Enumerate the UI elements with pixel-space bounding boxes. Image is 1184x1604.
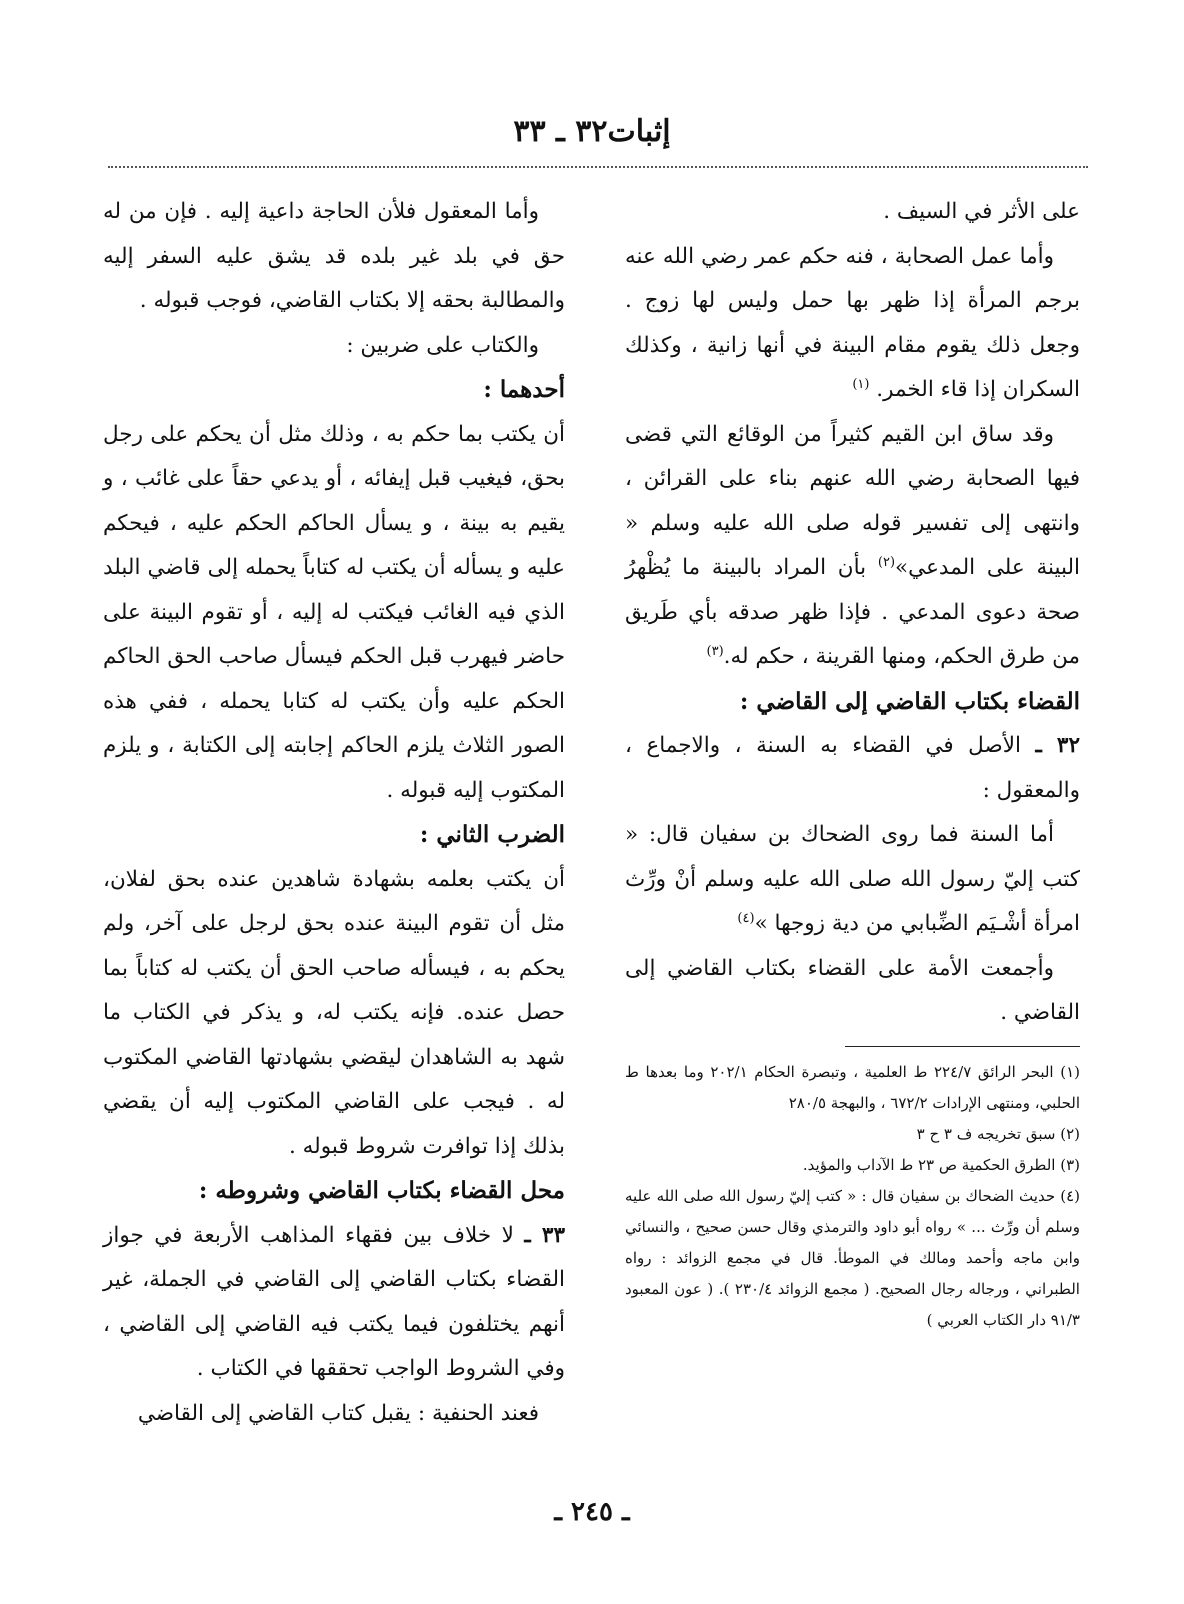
paragraph: [625, 724, 1080, 813]
paragraph: وأجمعت الأمة على القضاء بكتاب القاضي إلى القاضي .: [625, 955, 1080, 1025]
paragraph-text: لا خلاف بين فقهاء المذاهب الأربعة في جواز القضاء بكتاب القاضي إلى القاضي في الجملة، غير أنهم يختلفون فيما يكتب فيه القاضي إلى القاضي ، وفي الشروط الواجب تحققها في الكتاب .: [103, 1222, 565, 1381]
left-column: [103, 190, 565, 1436]
paragraph-text: أما السنة فما روى الضحاك بن سفيان قال: « كتب إليّ رسول الله صلى الله عليه وسلم أنْ ورِّث امرأة أشْـيَم الضِّبابي من دية زوجها »: [625, 822, 1080, 936]
page-number: ـ ٢٤٥ ـ: [554, 1497, 630, 1527]
paragraph: وأما المعقول فلأن الحاجة داعية إليه . فإن من له حق في بلد غير بلده قد يشق عليه السفر إليه والمطالبة بحقه إلا بكتاب القاضي، فوجب قبوله .: [103, 199, 565, 313]
paragraph: [103, 1214, 565, 1392]
paragraph: أن يكتب بعلمه بشهادة شاهدين عنده بحق لفلان، مثل أن تقوم البينة عنده بحق لرجل على آخر، ولم يحكم به ، فيسأله صاحب الحق أن يكتب له كتاباً بما حصل عنده. فإنه يكتب له، و يذكر في الكتاب ما شهد به الشاهدان ليقضي بشهادتها القاضي المكتوب له . فيجب على القاضي المكتوب إليه أن يقضي بذلك إذا توافرت شروط قبوله .: [103, 866, 565, 1159]
paragraph: فعند الحنفية : يقبل كتاب القاضي إلى القاضي: [137, 1400, 539, 1426]
footnote: (٤) حديث الضحاك بن سفيان قال : « كتب إليّ رسول الله صلى الله عليه وسلم أن ورِّث ... » رواه أبو داود والترمذي وقال حسن صحيح ، والنسائي وابن ماجه وأحمد ومالك في الموطأ. قال في مجمع الزوائد : رواه الطبراني ، ورجاله رجال الصحيح. ( مجمع الزوائد ٢٣٠/٤ ). ( عون المعبود ٩١/٣ دار الكتاب العربي ): [625, 1186, 1080, 1329]
paragraph: على الأثر في السيف .: [883, 199, 1080, 224]
section-number: ٣٢ ـ: [1035, 733, 1080, 758]
section-number: ٣٣ ـ: [524, 1222, 565, 1248]
paragraph: [625, 413, 1080, 680]
subheading: الضرب الثاني :: [419, 821, 565, 848]
paragraph: أن يكتب بما حكم به ، وذلك مثل أن يحكم على رجل بحق، فيغيب قبل إيفائه ، أو يدعي حقاً على غائب ، و يقيم به بينة ، و يسأل الحاكم الحكم عليه ، فيحكم عليه و يسأله أن يكتب له كتاباً يحمله إلى قاضي البلد الذي فيه الغائب فيكتب له إليه ، أو تقوم البينة على حاضر فيهرب قبل الحكم فيسأل صاحب الحق الحاكم الحكم عليه وأن يكتب له كتابا يحمله ، ففي هذه الصور الثلاث يلزم الحاكم إجابته إلى الكتابة ، و يلزم المكتوب إليه قبوله .: [103, 421, 565, 803]
footnote-ref: (١): [852, 376, 870, 392]
paragraph: [625, 813, 1080, 947]
footnotes: [625, 1057, 1080, 1336]
footnote-ref: (٢): [877, 554, 896, 570]
section-heading: القضاء بكتاب القاضي إلى القاضي :: [739, 687, 1080, 715]
paragraph-text: وأما عمل الصحابة ، فنه حكم عمر رضي الله عنه برجم المرأة إذا ظهر بها حمل وليس لها زوج . وجعل ذلك يقوم مقام البينة في أنها زانية ، وكذلك السكران إذا قاء الخمر.: [625, 243, 1080, 402]
footnote: (٣) الطرق الحكمية ص ٢٣ ط الآداب والمؤيد.: [802, 1155, 1080, 1174]
paragraph-text: بأن المراد بالبينة ما يُظْهرُ صحة دعوى المدعي . فإذا ظهر صدقه بأي طَريق من طرق الحكم، ومنها القرينة ، حكم له.: [625, 555, 1080, 669]
running-header: إثبات٣٢ ـ ٣٣: [513, 114, 671, 149]
footnote: (١) البحر الرائق ٢٢٤/٧ ط العلمية ، وتبصرة الحكام ٢٠٢/١ وما بعدها ط الحلبي، ومنتهى الإرادات ٦٧٢/٢ ، والبهجة ٢٨٠/٥: [625, 1062, 1080, 1112]
section-heading: محل القضاء بكتاب القاضي وشروطه :: [198, 1177, 565, 1204]
footnote-ref: (٤): [737, 910, 755, 926]
footnote-divider: [845, 1046, 1080, 1047]
footnote: (٢) سبق تخريجه ف ٣ ح ٣: [916, 1124, 1080, 1143]
right-column: [625, 190, 1080, 1336]
paragraph: [625, 235, 1080, 413]
paragraph-text: الأصل في القضاء به السنة ، والاجماع ، والمعقول :: [625, 733, 1080, 803]
paragraph: والكتاب على ضربين :: [346, 332, 539, 358]
footnote-ref: (٣): [706, 643, 724, 659]
header-divider: [108, 166, 1088, 168]
paragraph-text: وقد ساق ابن القيم كثيراً من الوقائع التي قضى فيها الصحابة رضي الله عنهم بناء على القرائن ، وانتهى إلى تفسير قوله صلى الله عليه وسلم « البينة على المدعي»: [625, 421, 1080, 580]
subheading: أحدهما :: [483, 376, 565, 403]
